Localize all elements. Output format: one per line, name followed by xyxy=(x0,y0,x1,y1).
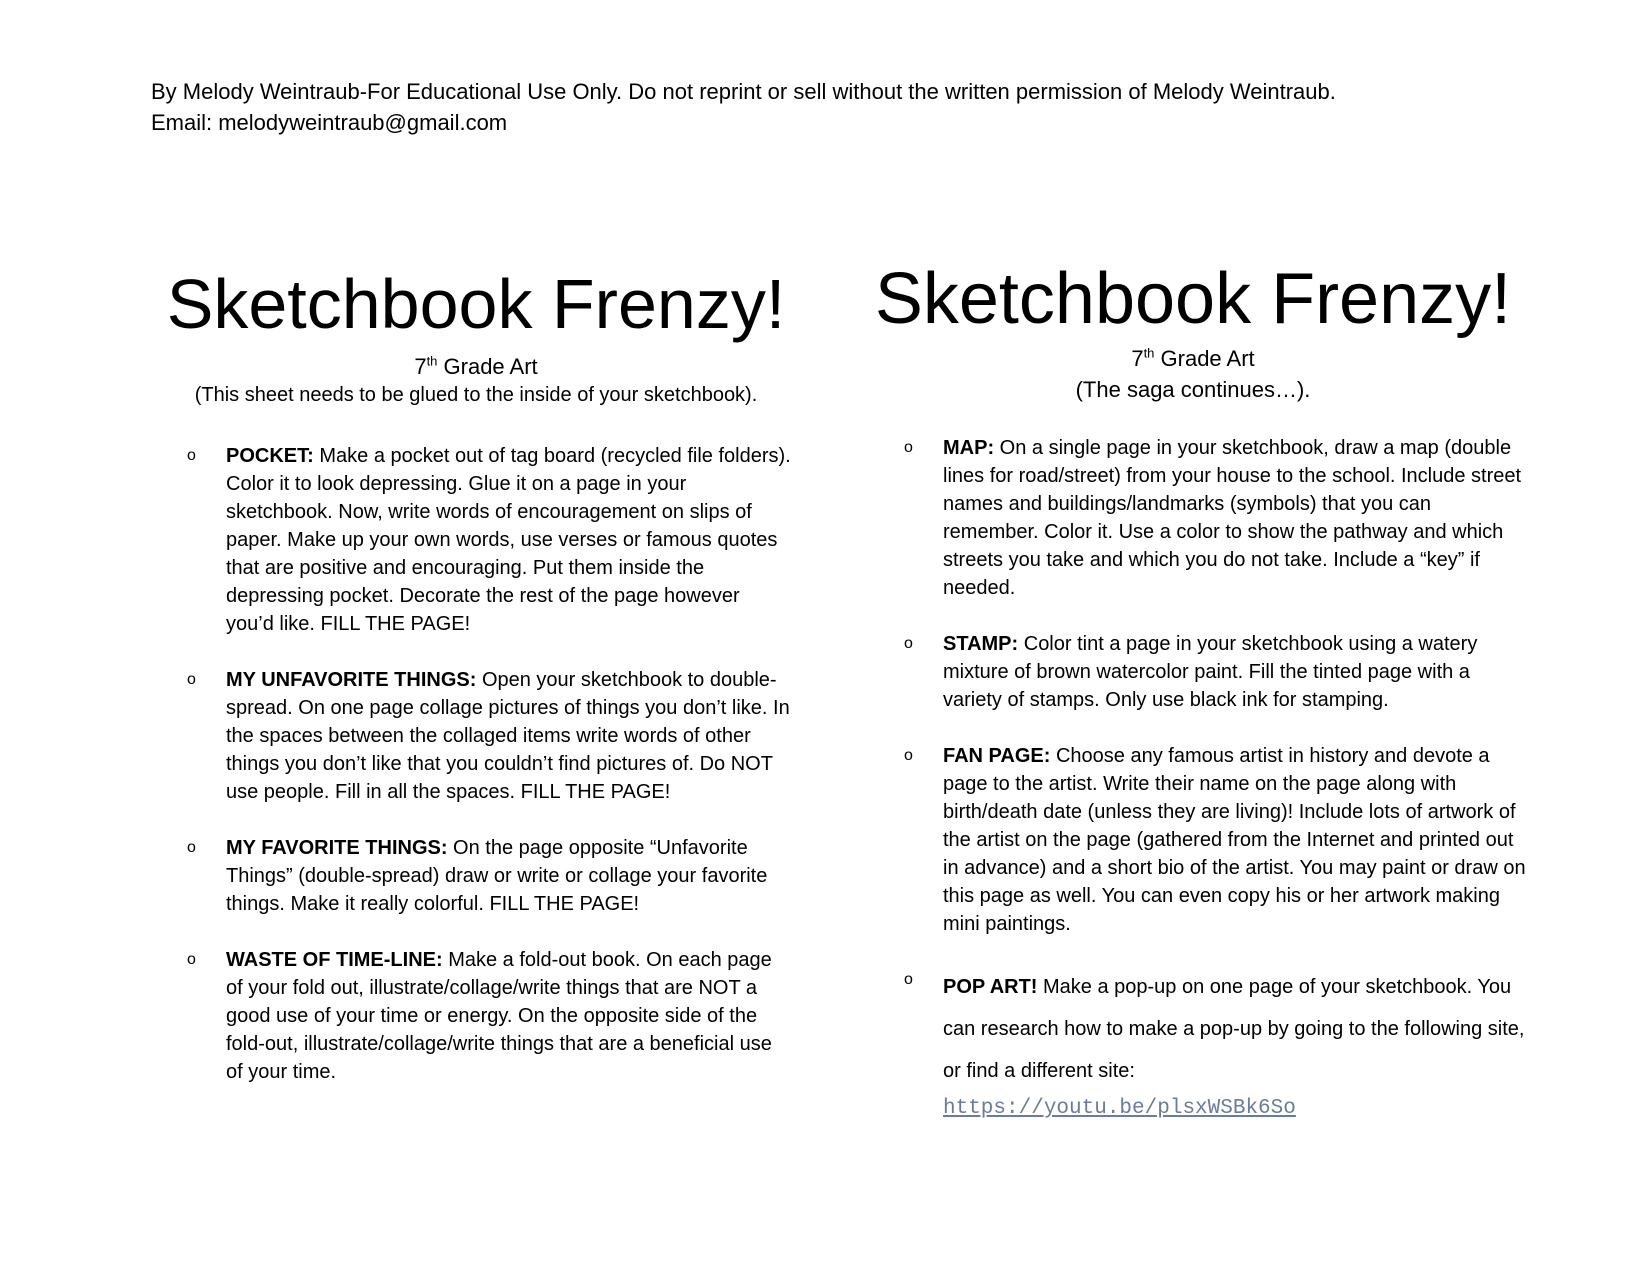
list-item-fan-page xyxy=(868,742,1528,938)
bullet-icon: o xyxy=(187,671,196,688)
bullet-icon: o xyxy=(187,951,196,968)
item-text: On a single page in your sketchbook, draw a map (double lines for road/street) from your house to the school. Include street names and buildings/landmarks (symbols) that you can remember. Color it. Use a color to show the pathway and which streets you take and which you do not take. Include a “key” if needed. xyxy=(943,437,1522,599)
bullet-icon: o xyxy=(904,971,913,988)
item-label: POCKET: xyxy=(226,445,314,467)
item-label: FAN PAGE: xyxy=(943,745,1051,767)
list-item-favorite-things xyxy=(151,834,791,918)
bullet-icon: o xyxy=(187,447,196,464)
right-title: Sketchbook Frenzy! xyxy=(874,259,1512,339)
bullet-icon: o xyxy=(187,839,196,856)
left-grade-number: 7 xyxy=(414,354,427,379)
item-text: Make a pop-up on one page of your sketchbook. You can research how to make a pop-up by going to the following site, or find a different site: xyxy=(943,976,1525,1082)
right-item-list xyxy=(868,434,1528,1154)
item-label: MY FAVORITE THINGS: xyxy=(226,837,448,859)
list-item-map xyxy=(868,434,1528,602)
list-item-pocket xyxy=(151,442,791,638)
item-text: Choose any famous artist in history and devote a page to the artist. Write their name on the page along with birth/death date (unless they are living)! Include lots of artwork of the artist on the page (gathered from the Internet and printed out in advance) and a short bio of the artist. You may paint or draw on this page as well. You can even copy his or her artwork making mini paintings. xyxy=(943,745,1526,935)
list-item-unfavorite-things xyxy=(151,666,791,806)
right-grade-suffix: th xyxy=(1143,345,1155,361)
list-item-pop-art xyxy=(868,966,1528,1126)
page-header xyxy=(151,76,1336,138)
right-subtitle: (The saga continues…). xyxy=(1075,377,1311,402)
left-subtitle: (This sheet needs to be glued to the inside of your sketchbook). xyxy=(194,384,758,406)
bullet-icon: o xyxy=(904,635,913,652)
item-text: On the page opposite “Unfavorite Things” (double-spread) draw or write or collage your favorite things. Make it really colorful. FILL THE PAGE! xyxy=(226,837,768,915)
bullet-icon: o xyxy=(904,747,913,764)
item-label: MY UNFAVORITE THINGS: xyxy=(226,669,477,691)
left-grade-suffix: th xyxy=(426,353,438,369)
right-grade-text: Grade Art xyxy=(1154,346,1255,371)
right-grade xyxy=(868,345,1518,373)
item-text: Open your sketchbook to double-spread. On one page collage pictures of things you don’t like. In the spaces between the collaged items write words of other things you don’t like that you couldn’t find pictures of. Do NOT use people. Fill in all the spaces. FILL THE PAGE! xyxy=(226,669,790,803)
list-item-waste-of-time-line xyxy=(151,946,791,1086)
item-label: WASTE OF TIME-LINE: xyxy=(226,949,443,971)
right-grade-number: 7 xyxy=(1131,346,1144,371)
item-text: Color tint a page in your sketchbook using a watery mixture of brown watercolor paint. Fill the tinted page with a variety of stamps. Only use black ink for stamping. xyxy=(943,633,1478,711)
email-line: Email: melodyweintraub@gmail.com xyxy=(151,110,508,135)
copyright-notice: By Melody Weintraub-For Educational Use Only. Do not reprint or sell without the written permission of Melody Weintraub. xyxy=(151,79,1336,104)
item-label: MAP: xyxy=(943,437,995,459)
youtube-link[interactable]: https://youtu.be/plsxWSBk6So xyxy=(943,1097,1296,1120)
item-label: STAMP: xyxy=(943,633,1019,655)
left-title: Sketchbook Frenzy! xyxy=(166,265,786,343)
item-text: Make a pocket out of tag board (recycled file folders). Color it to look depressing. Glue it on a page in your sketchbook. Now, write words of encouragement on slips of paper. Make up your own words, use verses or famous quotes that are positive and encouraging. Put them inside the depressing pocket. Decorate the rest of the page however you’d like. FILL THE PAGE! xyxy=(226,445,791,635)
left-grade-text: Grade Art xyxy=(437,354,538,379)
left-item-list xyxy=(151,442,791,1114)
left-grade xyxy=(151,353,801,381)
bullet-icon: o xyxy=(904,439,913,456)
item-label: POP ART! xyxy=(943,976,1038,998)
list-item-stamp xyxy=(868,630,1528,714)
item-text: Make a fold-out book. On each page of your fold out, illustrate/collage/write things that are NOT a good use of your time or energy. On the opposite side of the fold-out, illustrate/collage/write things that are a beneficial use of your time. xyxy=(226,949,772,1083)
